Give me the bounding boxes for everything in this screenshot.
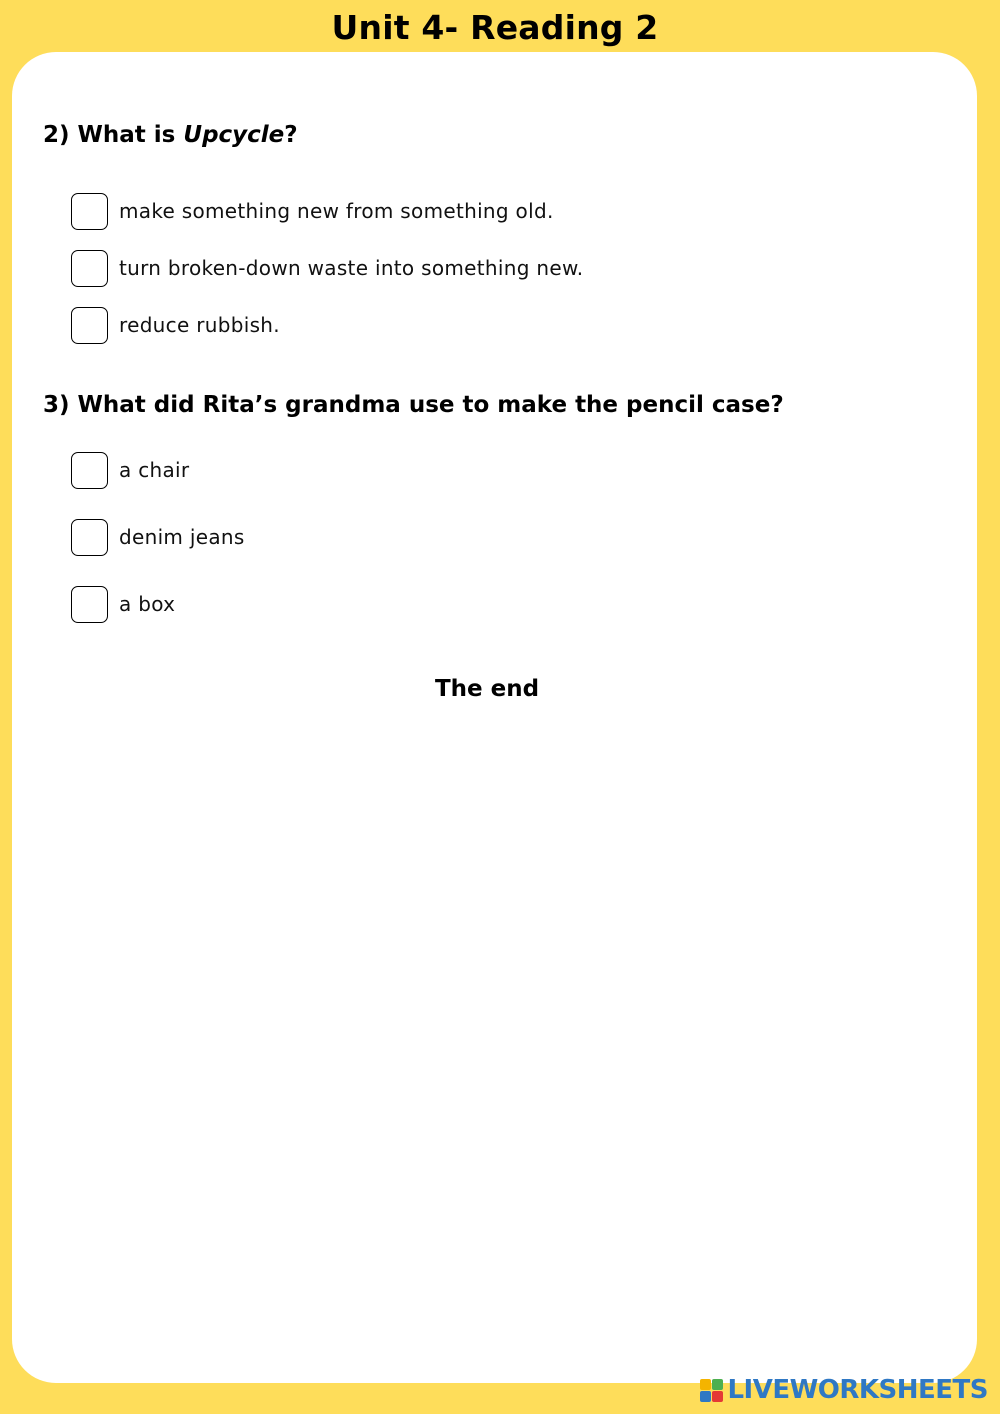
question-3-number: 3) [43,392,70,418]
question-2 [43,122,298,148]
liveworksheets-logo-icon [700,1379,723,1402]
question-3-text: What did Rita’s grandma use to make the pencil case? [77,392,784,418]
answer-checkbox[interactable] [71,193,108,230]
question-2-number: 2) [43,122,70,148]
answer-checkbox[interactable] [71,586,108,623]
option-label: reduce rubbish. [119,313,280,337]
question-2-text-before: What is [77,122,184,148]
answer-checkbox[interactable] [71,250,108,287]
option-label: a box [119,592,176,616]
logo-square-green [712,1379,723,1390]
answer-checkbox[interactable] [71,519,108,556]
question-2-text-after: ? [284,122,298,148]
question-3-option-3[interactable] [71,584,175,624]
answer-checkbox[interactable] [71,452,108,489]
logo-square-red [712,1391,723,1402]
option-label: a chair [119,458,190,482]
option-label: denim jeans [119,525,245,549]
closing-text: The end [434,676,540,702]
brand-footer[interactable] [700,1373,988,1407]
question-2-option-3[interactable] [71,305,280,345]
question-2-emphasis: Upcycle [183,122,285,148]
question-3-option-2[interactable] [71,517,245,557]
question-3 [43,392,784,418]
page-title: Unit 4- Reading 2 [331,8,659,47]
question-3-option-1[interactable] [71,450,189,490]
answer-checkbox[interactable] [71,307,108,344]
worksheet-card [12,52,977,1383]
question-2-option-2[interactable] [71,248,583,288]
option-label: make something new from something old. [119,199,554,223]
logo-square-yellow [700,1379,711,1390]
question-2-option-1[interactable] [71,191,554,231]
logo-square-blue [700,1391,711,1402]
brand-name: LIVEWORKSHEETS [727,1375,988,1405]
option-label: turn broken-down waste into something new. [119,256,584,280]
